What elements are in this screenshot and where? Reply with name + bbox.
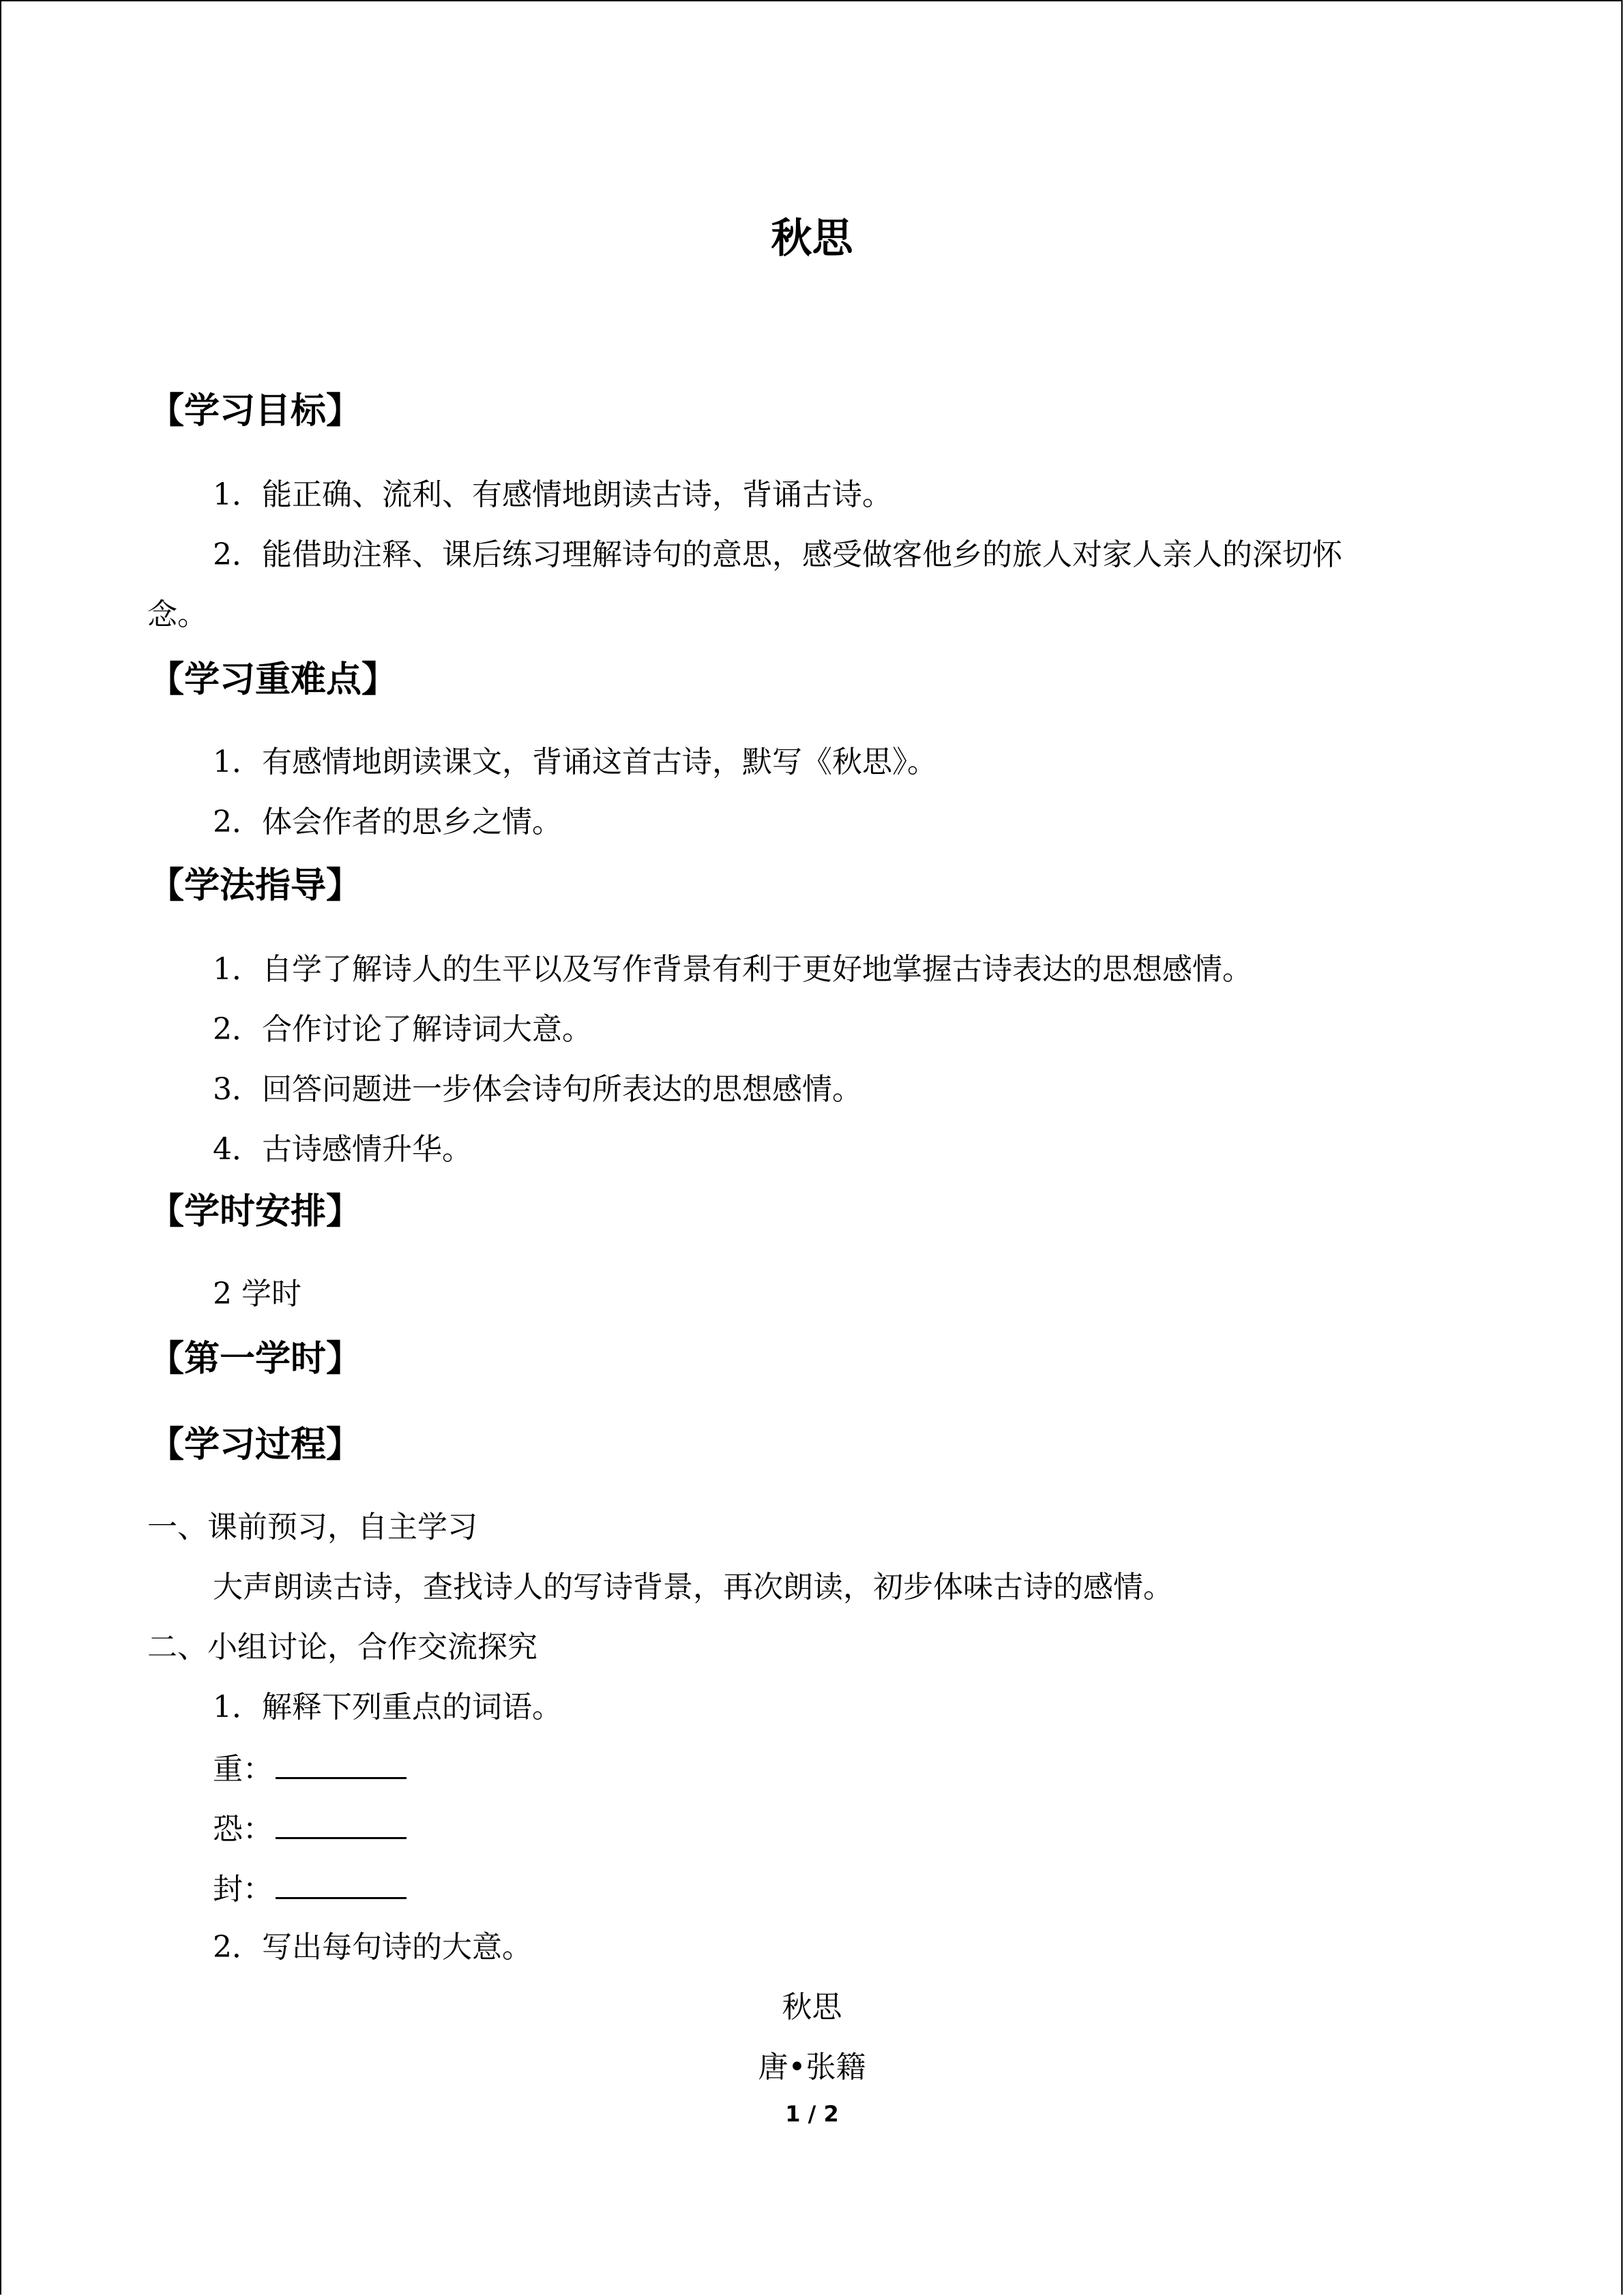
key-point-item-1: 1．有感情地朗读课文，背诵这首古诗，默写《秋思》。 (213, 745, 937, 779)
question-2: 2．写出每句诗的大意。 (213, 1930, 532, 1965)
page-number: 1 / 2 (785, 2101, 839, 2127)
schedule-text: 2 学时 (213, 1277, 301, 1311)
process-step-1-title: 一、课前预习，自主学习 (147, 1510, 477, 1545)
key-point-item-2: 2．体会作者的思乡之情。 (213, 805, 562, 839)
process-step-2-title: 二、小组讨论，合作交流探究 (147, 1630, 537, 1665)
method-item-4: 4．古诗感情升华。 (213, 1132, 472, 1167)
method-item-1: 1．自学了解诗人的生平以及写作背景有利于更好地掌握古诗表达的思想感情。 (213, 952, 1252, 987)
heading-key-points: 【学习重难点】 (149, 659, 398, 700)
answer-blank[interactable] (276, 1807, 407, 1839)
heading-methods: 【学法指导】 (149, 865, 362, 906)
objective-item-2-continued: 念。 (147, 597, 207, 632)
heading-objectives: 【学习目标】 (149, 391, 362, 432)
word-label: 恐： (213, 1812, 273, 1847)
page-title: 秋思 (771, 215, 853, 263)
answer-blank[interactable] (276, 1747, 407, 1779)
method-item-2: 2．合作讨论了解诗词大意。 (213, 1012, 592, 1047)
word-blank-row (213, 1807, 407, 1850)
heading-first-period: 【第一学时】 (149, 1339, 362, 1380)
answer-blank[interactable] (276, 1867, 407, 1899)
objective-item-1: 1．能正确、流利、有感情地朗读古诗，背诵古诗。 (213, 477, 892, 512)
process-step-1-text: 大声朗读古诗，查找诗人的写诗背景，再次朗读，初步体味古诗的感情。 (213, 1570, 1173, 1605)
question-1: 1．解释下列重点的词语。 (213, 1690, 562, 1725)
word-blank-row (213, 1867, 407, 1910)
word-blank-row (213, 1747, 407, 1790)
objective-item-2: 2．能借助注释、课后练习理解诗句的意思，感受做客他乡的旅人对家人亲人的深切怀 (213, 537, 1342, 572)
word-label: 封： (213, 1872, 273, 1907)
heading-process: 【学习过程】 (149, 1425, 362, 1465)
poem-title: 秋思 (782, 1990, 842, 2025)
word-label: 重： (213, 1752, 273, 1787)
poem-author: 唐•张籍 (758, 2050, 866, 2085)
method-item-3: 3．回答问题进一步体会诗句所表达的思想感情。 (213, 1072, 862, 1107)
heading-schedule: 【学时安排】 (149, 1191, 362, 1232)
